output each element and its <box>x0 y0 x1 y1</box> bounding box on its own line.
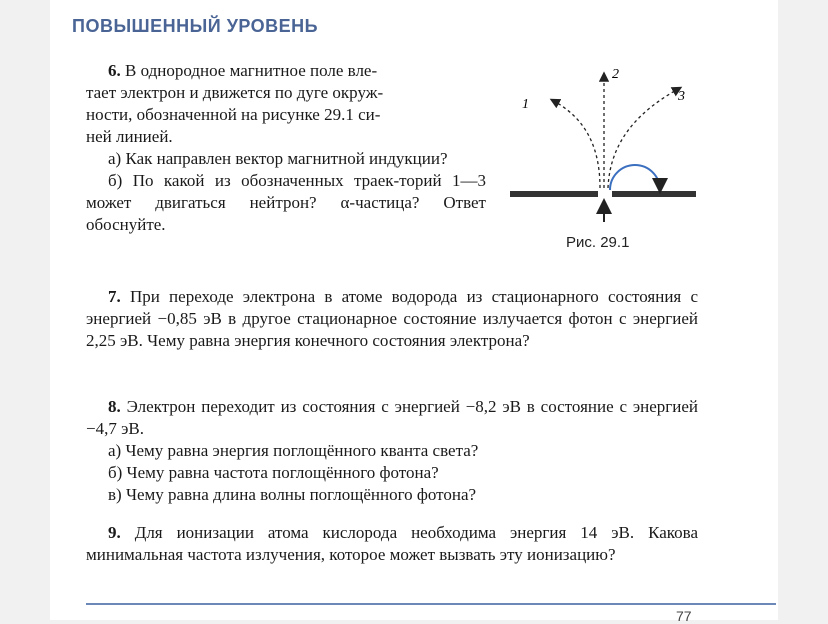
label-2: 2 <box>612 67 619 82</box>
left-plate <box>510 191 598 197</box>
task-9 <box>86 522 698 566</box>
electron-arc <box>610 165 660 190</box>
task-number: 8. <box>108 397 121 416</box>
task-number: 7. <box>108 287 121 306</box>
bottom-rule <box>86 603 776 605</box>
task-number: 6. <box>108 61 121 80</box>
right-plate <box>612 191 696 197</box>
task-6-line-4: ней линией. <box>86 127 173 146</box>
figure-29-1 <box>500 60 720 230</box>
section-header: ПОВЫШЕННЫЙ УРОВЕНЬ <box>72 16 319 36</box>
task-6-line-1: В однородное магнитное поле вле- <box>125 61 378 80</box>
task-7-text: При переходе электрона в атоме водорода из стационарного состояния с энергией −0,85 эВ в другое стационарное состояние излучается фотон с энергией 2,25 эВ. Чему равна энергия конечного состояния электрона? <box>86 287 699 350</box>
task-9-text: Для ионизации атома кислорода необходима энергия 14 эВ. Какова минимальная частота излучения, которое может вызвать эту ионизацию? <box>86 523 698 564</box>
task-number: 9. <box>108 523 121 542</box>
task-6-question-b: б) По какой из обозначенных траек-торий 1—3 может двигаться нейтрон? α-частица? Ответ обоснуйте. <box>86 171 486 234</box>
task-6-text <box>86 60 486 148</box>
task-8 <box>86 396 698 506</box>
task-8-question-b: б) Чему равна частота поглощённого фотона? <box>108 463 439 482</box>
task-6-question-a: а) Как направлен вектор магнитной индукции? <box>108 149 448 168</box>
task-6-line-2: тает электрон и движется по дуге окруж- <box>86 83 384 102</box>
task-6 <box>86 60 486 236</box>
task-8-text: Электрон переходит из состояния с энергией −8,2 эВ в состояние с энергией −4,7 эВ. <box>86 397 698 438</box>
trajectory-3 <box>608 88 680 188</box>
figure-caption: Рис. 29.1 <box>566 234 630 251</box>
task-6-line-3: ности, обозначенной на рисунке 29.1 си- <box>86 105 381 124</box>
label-3: 3 <box>678 89 685 104</box>
task-7 <box>86 286 698 352</box>
page-number: 77 <box>676 608 692 624</box>
task-8-question-c: в) Чему равна длина волны поглощённого фотона? <box>108 485 477 504</box>
label-1: 1 <box>522 97 529 112</box>
task-8-question-a: а) Чему равна энергия поглощённого кванта света? <box>108 441 479 460</box>
trajectory-1 <box>552 100 600 188</box>
